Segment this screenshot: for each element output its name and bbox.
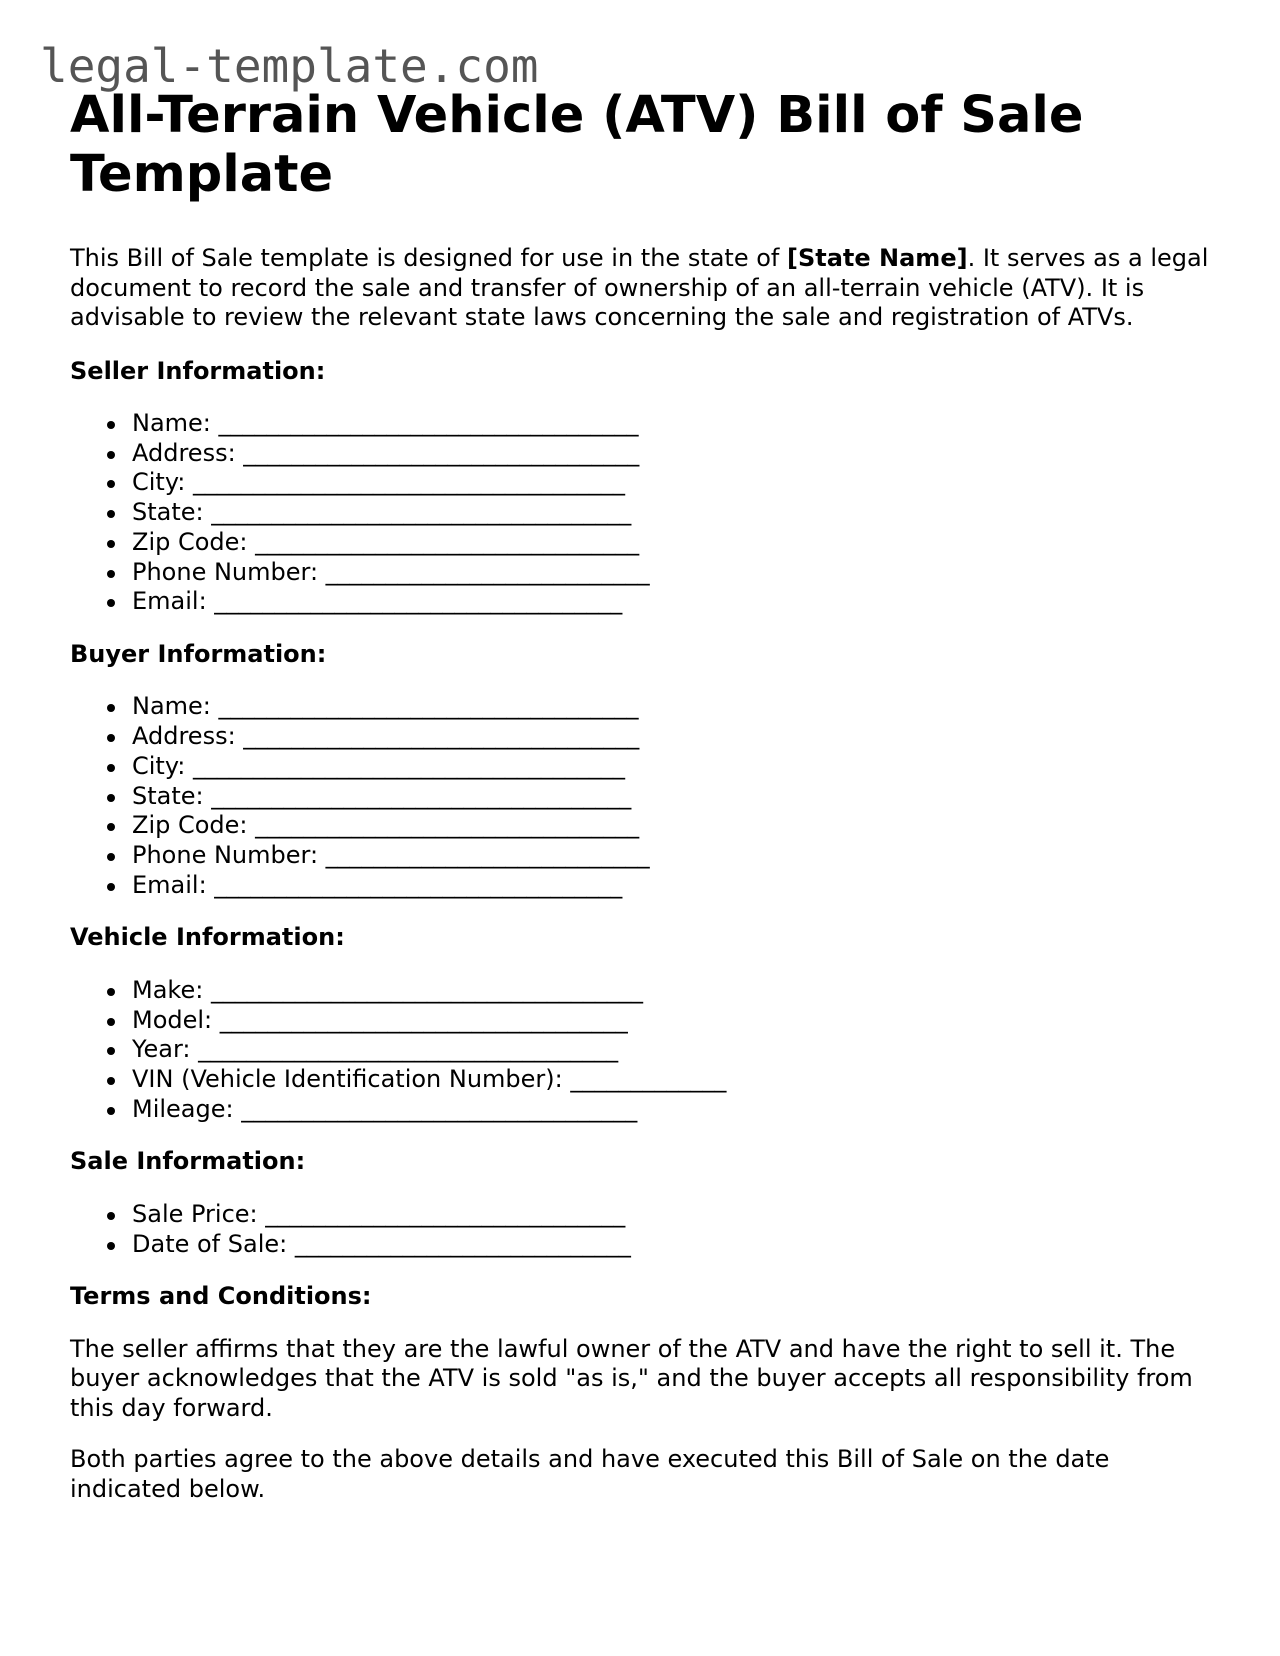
- watermark: legal-template.com: [40, 39, 539, 93]
- seller-heading: Seller Information:: [70, 356, 326, 385]
- sale-price-field: Sale Price: ______________________________: [132, 1200, 1210, 1230]
- buyer-state-field: State: ___________________________________: [132, 782, 1210, 812]
- intro-paragraph: [70, 244, 1210, 333]
- vehicle-heading: Vehicle Information:: [70, 923, 345, 952]
- seller-name-field: Name: ___________________________________: [132, 409, 1210, 439]
- document-body: [70, 86, 1210, 1504]
- buyer-phone-field: Phone Number: ___________________________: [132, 841, 1210, 871]
- seller-fields: [70, 409, 1210, 617]
- vehicle-mileage-field: Mileage: _________________________________: [132, 1095, 1210, 1125]
- intro-text-before: This Bill of Sale template is designed for use in the state of: [70, 244, 787, 272]
- buyer-zip-field: Zip Code: ________________________________: [132, 811, 1210, 841]
- vehicle-vin-field: VIN (Vehicle Identification Number): _____________: [132, 1065, 1210, 1095]
- vehicle-fields: [70, 976, 1210, 1125]
- seller-city-field: City: ____________________________________: [132, 468, 1210, 498]
- buyer-heading: Buyer Information:: [70, 639, 327, 668]
- closing-paragraph: Both parties agree to the above details and have executed this Bill of Sale on the date indicated below.: [70, 1445, 1110, 1503]
- seller-state-field: State: ___________________________________: [132, 498, 1210, 528]
- buyer-address-field: Address: _________________________________: [132, 722, 1210, 752]
- seller-email-field: Email: __________________________________: [132, 587, 1210, 617]
- sale-date-field: Date of Sale: ____________________________: [132, 1230, 1210, 1260]
- buyer-fields: [70, 692, 1210, 900]
- vehicle-model-field: Model: __________________________________: [132, 1006, 1210, 1036]
- document-title: All-Terrain Vehicle (ATV) Bill of Sale Template: [70, 86, 1084, 204]
- terms-heading: Terms and Conditions:: [70, 1282, 372, 1311]
- sale-heading: Sale Information:: [70, 1147, 306, 1176]
- seller-zip-field: Zip Code: ________________________________: [132, 528, 1210, 558]
- terms-paragraph: The seller affirms that they are the lawful owner of the ATV and have the right to sell it. The buyer acknowledges that the ATV is sold "as is," and the buyer accepts all responsibility from this day forward.: [70, 1334, 1193, 1422]
- state-name-placeholder: [State Name]: [787, 244, 968, 272]
- seller-phone-field: Phone Number: ___________________________: [132, 558, 1210, 588]
- buyer-city-field: City: ____________________________________: [132, 752, 1210, 782]
- seller-address-field: Address: _________________________________: [132, 439, 1210, 469]
- sale-fields: [70, 1200, 1210, 1259]
- buyer-name-field: Name: ___________________________________: [132, 692, 1210, 722]
- vehicle-year-field: Year: ___________________________________: [132, 1035, 1210, 1065]
- intro-text-after: . It serves as a legal document to record the sale and transfer of ownership of an all-terrain vehicle (ATV). It is advisable to review the relevant state laws concerning the sale and registration of ATVs.: [70, 244, 1209, 331]
- vehicle-make-field: Make: ____________________________________: [132, 976, 1210, 1006]
- buyer-email-field: Email: __________________________________: [132, 871, 1210, 901]
